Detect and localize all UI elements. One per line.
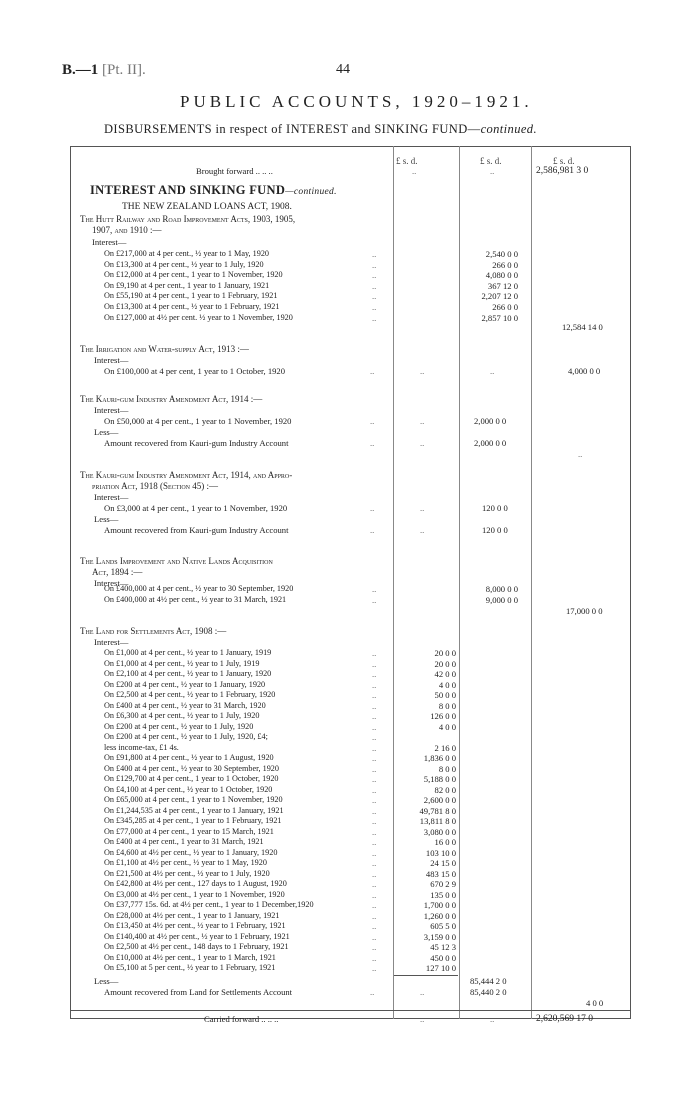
row-text: On £2,500 at 4½ per cent., 148 days to 1 February, 1921 bbox=[104, 942, 289, 951]
act-title: THE NEW ZEALAND LOANS ACT, 1908. bbox=[122, 202, 292, 212]
row-dots: .. bbox=[372, 721, 377, 732]
row-text: On £55,190 at 4 per cent., 1 year to 1 February, 1921 bbox=[104, 291, 278, 301]
row-amount: 483 15 0 bbox=[425, 868, 456, 879]
less-label: Less— bbox=[94, 514, 119, 524]
act-subtitle: The Hutt Railway and Road Improvement Acts, 1903, 1905, bbox=[80, 214, 296, 224]
row-dots: .. bbox=[372, 847, 377, 858]
row-text: less income-tax, £1 4s. bbox=[104, 742, 179, 752]
row-dots: .. bbox=[370, 525, 375, 535]
row-text: On £400 at 4 per cent., ½ year to 31 March, 1920 bbox=[104, 700, 266, 710]
row-amount: 120 0 0 bbox=[482, 525, 508, 535]
row-amount: 8 0 0 bbox=[438, 763, 456, 774]
row-dots: .. bbox=[372, 259, 377, 270]
row-text: On £91,800 at 4 per cent., ½ year to 1 August, 1920 bbox=[104, 753, 274, 762]
interest-label: Interest— bbox=[92, 237, 127, 247]
row-amount: 120 0 0 bbox=[482, 503, 508, 513]
row-dots: .. bbox=[372, 690, 377, 700]
row-amount: 24 15 0 bbox=[430, 858, 456, 868]
row-dots: .. bbox=[372, 679, 377, 690]
row-amount: 266 0 0 bbox=[492, 259, 518, 270]
interest-label: Interest— bbox=[94, 492, 129, 502]
row-text: On £127,000 at 4½ per cent. ½ year to 1 November, 1920 bbox=[104, 312, 293, 322]
row-dots: .. bbox=[372, 858, 377, 868]
row-text: On £400,000 at 4 per cent., ½ year to 30 September, 1920 bbox=[104, 584, 294, 593]
section-total: 4,000 0 0 bbox=[568, 366, 601, 376]
less-label: Less— bbox=[94, 976, 119, 986]
row-text: On £50,000 at 4 per cent., 1 year to 1 November, 1920 bbox=[104, 416, 292, 426]
row-text: On £129,700 at 4 per cent., 1 year to 1 October, 1920 bbox=[104, 774, 279, 783]
row-text: On £217,000 at 4 per cent., ½ year to 1 May, 1920 bbox=[104, 249, 270, 258]
row-dots: .. bbox=[420, 1014, 425, 1024]
row-label: Carried forward .. .. .. bbox=[204, 1014, 279, 1024]
row-text: On £2,500 at 4 per cent., ½ year to 1 February, 1920 bbox=[104, 690, 276, 699]
interest-label: Interest— bbox=[94, 578, 129, 588]
row-dots: .. bbox=[372, 931, 377, 942]
row-dots: .. bbox=[372, 700, 377, 711]
row-dots: .. bbox=[490, 166, 495, 176]
row-dots: .. bbox=[412, 166, 417, 176]
row-text: On £5,100 at 5 per cent., ½ year to 1 February, 1921 bbox=[104, 963, 276, 972]
row-dots: .. bbox=[372, 921, 377, 931]
row-amount: 50 0 0 bbox=[434, 690, 456, 700]
row-text: On £400 at 4 per cent., ½ year to 30 September, 1920 bbox=[104, 763, 279, 773]
row-dots: .. bbox=[372, 270, 377, 281]
row-amount: 127 10 0 bbox=[425, 963, 456, 973]
row-text: On £4,600 at 4½ per cent., ½ year to 1 January, 1920 bbox=[104, 847, 278, 857]
row-dots: .. bbox=[372, 291, 377, 302]
row-dots: .. bbox=[420, 525, 425, 535]
row-text: On £140,400 at 4½ per cent., ½ year to 1 February, 1921 bbox=[104, 931, 290, 941]
page-title: PUBLIC ACCOUNTS, 1920–1921. bbox=[180, 92, 533, 111]
row-amount: 16 0 0 bbox=[434, 837, 456, 847]
row-text: Amount recovered from Kauri-gum Industry Account bbox=[104, 438, 289, 448]
act-title: The Kauri-gum Industry Amendment Act, 1914 :— bbox=[80, 394, 263, 404]
less-label: Less— bbox=[94, 427, 119, 437]
row-text: On £13,300 at 4 per cent., ½ year to 1 February, 1921 bbox=[104, 302, 280, 311]
row-text: On £28,000 at 4½ per cent., 1 year to 1 January, 1921 bbox=[104, 910, 280, 920]
column-header-2: £ s. d. bbox=[480, 156, 502, 166]
row-text: On £400,000 at 4½ per cent., ½ year to 31 March, 1921 bbox=[104, 595, 287, 604]
row-amount: 670 2 9 bbox=[430, 879, 456, 889]
row-dots: .. bbox=[372, 900, 377, 910]
section-total: 4 0 0 bbox=[586, 998, 604, 1008]
row-dots: .. bbox=[420, 366, 425, 376]
row-text: On £21,500 at 4½ per cent., ½ year to 1 July, 1920 bbox=[104, 868, 270, 878]
row-amount: 367 12 0 bbox=[487, 280, 518, 291]
row-text: On £3,000 at 4 per cent., 1 year to 1 November, 1920 bbox=[104, 503, 288, 513]
row-amount: 1,700 0 0 bbox=[423, 900, 456, 910]
row-dots: .. bbox=[372, 753, 377, 763]
row-text: On £1,100 at 4½ per cent., ½ year to 1 May, 1920 bbox=[104, 858, 267, 867]
row-amount: 2,207 12 0 bbox=[481, 291, 518, 302]
row-dots: .. bbox=[372, 742, 377, 753]
row-dots: .. bbox=[420, 987, 425, 997]
column-header-3: £ s. d. bbox=[553, 156, 575, 166]
row-amount: 605 5 0 bbox=[430, 921, 456, 931]
row-text: On £100,000 at 4 per cent, 1 year to 1 October, 1920 bbox=[104, 366, 286, 376]
row-text: On £400 at 4 per cent., 1 year to 31 March, 1921 bbox=[104, 837, 264, 846]
row-dots: .. bbox=[372, 795, 377, 805]
row-amount: 1,260 0 0 bbox=[423, 910, 456, 921]
row-text: On £37,777 15s. 6d. at 4½ per cent., 1 year to 1 December,1920 bbox=[104, 900, 314, 909]
page-number: 44 bbox=[336, 62, 350, 77]
row-text: On £2,100 at 4 per cent., ½ year to 1 January, 1920 bbox=[104, 669, 272, 678]
row-dots: .. bbox=[372, 889, 377, 900]
row-dots: .. bbox=[372, 952, 377, 963]
row-dots: .. bbox=[490, 1014, 495, 1024]
row-amount: 20 0 0 bbox=[434, 658, 456, 669]
row-amount: 450 0 0 bbox=[430, 952, 456, 963]
row-text: Amount recovered from Kauri-gum Industry Account bbox=[104, 525, 289, 535]
row-dots: .. bbox=[372, 805, 377, 816]
row-text: On £13,450 at 4½ per cent., ½ year to 1 February, 1921 bbox=[104, 921, 286, 930]
row-amount: 135 0 0 bbox=[430, 889, 456, 900]
row-text: On £200 at 4 per cent., ½ year to 1 July, 1920 bbox=[104, 721, 254, 731]
row-text: On £9,190 at 4 per cent., 1 year to 1 January, 1921 bbox=[104, 280, 270, 290]
section-total: 12,584 14 0 bbox=[562, 322, 603, 332]
document-reference: B.—1 [Pt. II]. bbox=[62, 62, 146, 78]
row-dots: .. bbox=[578, 449, 583, 459]
row-dots: .. bbox=[372, 784, 377, 795]
row-dots: .. bbox=[372, 711, 377, 721]
row-dots: .. bbox=[370, 438, 375, 448]
row-dots: .. bbox=[370, 366, 375, 376]
row-amount: 5,188 0 0 bbox=[423, 774, 456, 784]
row-amount: 2,540 0 0 bbox=[485, 249, 518, 259]
row-dots: .. bbox=[370, 503, 375, 513]
row-text: On £1,000 at 4 per cent., ½ year to 1 July, 1919 bbox=[104, 658, 260, 668]
row-dots: .. bbox=[372, 837, 377, 847]
row-dots: .. bbox=[372, 910, 377, 921]
row-dots: .. bbox=[372, 868, 377, 879]
row-text: On £200 at 4 per cent., ½ year to 1 January, 1920 bbox=[104, 679, 266, 689]
row-amount: 4,080 0 0 bbox=[485, 270, 518, 281]
act-title: The Lands Improvement and Native Lands Acquisition bbox=[80, 556, 273, 566]
sum-rule bbox=[394, 975, 458, 976]
row-text: On £77,000 at 4 per cent., 1 year to 15 March, 1921 bbox=[104, 826, 274, 836]
row-amount: 2,000 0 0 bbox=[474, 438, 507, 448]
row-dots: .. bbox=[372, 249, 377, 259]
row-amount: 85,444 2 0 bbox=[470, 976, 507, 986]
row-text: On £12,000 at 4 per cent., 1 year to 1 November, 1920 bbox=[104, 270, 283, 280]
row-amount: 2,000 0 0 bbox=[474, 416, 507, 426]
row-amount: 8,000 0 0 bbox=[485, 584, 518, 594]
section-title: INTEREST AND SINKING FUND—continued. bbox=[90, 183, 337, 197]
act-title: Act, 1894 :— bbox=[92, 567, 143, 577]
row-dots: .. bbox=[420, 416, 425, 426]
row-amount: 266 0 0 bbox=[492, 302, 518, 312]
row-total: 2,586,981 3 0 bbox=[536, 166, 589, 176]
row-amount: 3,159 0 0 bbox=[423, 931, 456, 942]
total-rule bbox=[70, 1010, 631, 1011]
row-dots: .. bbox=[372, 942, 377, 952]
row-dots: .. bbox=[372, 595, 377, 605]
row-dots: .. bbox=[372, 774, 377, 784]
row-dots: .. bbox=[370, 416, 375, 426]
row-amount: 2 16 0 bbox=[434, 742, 456, 753]
row-amount: 2,857 10 0 bbox=[481, 312, 518, 323]
act-title: priation Act, 1918 (Section 45) :— bbox=[92, 481, 218, 491]
row-dots: .. bbox=[370, 987, 375, 997]
row-text: On £6,300 at 4 per cent., ½ year to 1 July, 1920 bbox=[104, 711, 260, 720]
row-amount: 13,811 8 0 bbox=[419, 816, 456, 826]
row-amount: 3,080 0 0 bbox=[423, 826, 456, 837]
row-dots: .. bbox=[372, 648, 377, 658]
row-amount: 20 0 0 bbox=[434, 648, 456, 658]
interest-label: Interest— bbox=[94, 637, 129, 647]
row-text: On £3,000 at 4½ per cent., 1 year to 1 November, 1920 bbox=[104, 889, 285, 899]
row-amount: 42 0 0 bbox=[434, 669, 456, 679]
row-amount: 1,836 0 0 bbox=[423, 753, 456, 763]
row-amount: 45 12 3 bbox=[430, 942, 456, 952]
row-text: On £345,285 at 4 per cent., 1 year to 1 February, 1921 bbox=[104, 816, 282, 825]
row-dots: .. bbox=[420, 438, 425, 448]
row-text: On £1,000 at 4 per cent., ½ year to 1 January, 1919 bbox=[104, 648, 272, 657]
row-dots: .. bbox=[490, 366, 495, 376]
page-subtitle: DISBURSEMENTS in respect of INTEREST and SINKING FUND—continued. bbox=[104, 122, 537, 136]
row-dots: .. bbox=[420, 503, 425, 513]
row-amount: 8 0 0 bbox=[438, 700, 456, 711]
row-dots: .. bbox=[372, 963, 377, 973]
row-dots: .. bbox=[372, 280, 377, 291]
row-text: On £200 at 4 per cent., ½ year to 1 July, 1920, £4; bbox=[104, 732, 268, 741]
row-amount: 82 0 0 bbox=[434, 784, 456, 795]
row-amount: 9,000 0 0 bbox=[485, 595, 518, 605]
row-dots: .. bbox=[372, 732, 377, 742]
row-dots: .. bbox=[372, 312, 377, 323]
row-dots: .. bbox=[372, 584, 377, 594]
column-divider bbox=[531, 146, 532, 1019]
section-total: 17,000 0 0 bbox=[566, 606, 603, 616]
row-text: On £1,244,535 at 4 per cent., 1 year to 1 January, 1921 bbox=[104, 805, 284, 815]
row-text: On £65,000 at 4 per cent., 1 year to 1 November, 1920 bbox=[104, 795, 283, 804]
row-text: On £10,000 at 4½ per cent., 1 year to 1 March, 1921 bbox=[104, 952, 276, 962]
row-text: On £13,300 at 4 per cent., ½ year to 1 July, 1920 bbox=[104, 259, 264, 269]
row-label: Brought forward .. .. .. bbox=[196, 166, 273, 176]
row-amount: 49,781 8 0 bbox=[419, 805, 456, 816]
row-dots: .. bbox=[372, 816, 377, 826]
act-title: The Land for Settlements Act, 1908 :— bbox=[80, 626, 227, 636]
act-subtitle: 1907, and 1910 :— bbox=[92, 225, 162, 235]
row-amount: 103 10 0 bbox=[425, 847, 456, 858]
row-dots: .. bbox=[372, 826, 377, 837]
row-dots: .. bbox=[372, 658, 377, 669]
row-amount: 2,600 0 0 bbox=[423, 795, 456, 805]
row-dots: .. bbox=[372, 763, 377, 774]
row-dots: .. bbox=[372, 302, 377, 312]
row-total: 2,620,569 17 0 bbox=[536, 1014, 593, 1024]
row-amount: 4 0 0 bbox=[438, 721, 456, 732]
row-amount: 126 0 0 bbox=[430, 711, 456, 721]
interest-label: Interest— bbox=[94, 355, 129, 365]
row-amount: 85,440 2 0 bbox=[470, 987, 507, 997]
interest-label: Interest— bbox=[94, 405, 129, 415]
row-amount: 4 0 0 bbox=[438, 679, 456, 690]
row-text: On £42,800 at 4½ per cent., 127 days to 1 August, 1920 bbox=[104, 879, 287, 888]
column-header-1: £ s. d. bbox=[396, 156, 418, 166]
row-dots: .. bbox=[372, 879, 377, 889]
row-text: Amount recovered from Land for Settlements Account bbox=[104, 987, 293, 997]
row-dots: .. bbox=[372, 669, 377, 679]
row-text: On £4,100 at 4 per cent., ½ year to 1 October, 1920 bbox=[104, 784, 273, 794]
act-title: The Irrigation and Water-supply Act, 1913 :— bbox=[80, 344, 249, 354]
act-title: The Kauri-gum Industry Amendment Act, 1914, and Appro- bbox=[80, 470, 293, 480]
